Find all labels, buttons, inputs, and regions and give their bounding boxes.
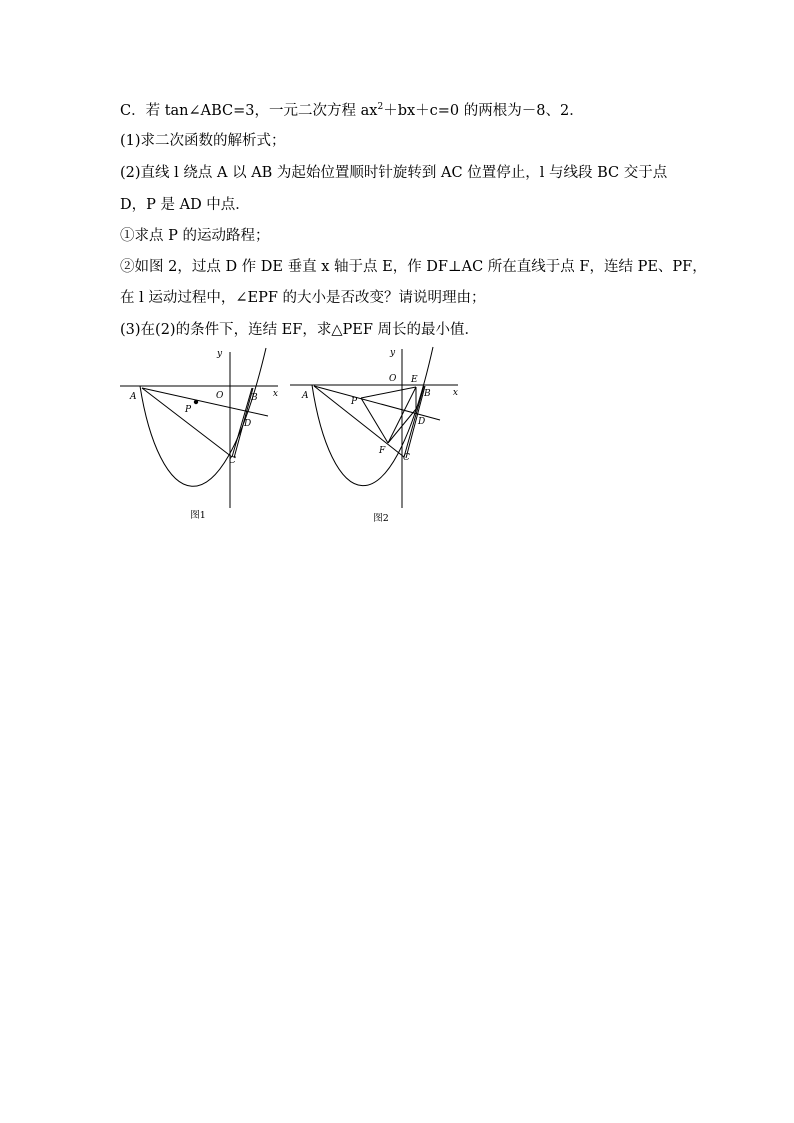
label-D: D	[418, 417, 426, 427]
question-2-part-2: ②如图 2，过点 D 作 DE 垂直 x 轴于点 E，作 DF⊥AC 所在直线于点 F，连结 PE、PF，	[120, 259, 707, 275]
label-x: x	[452, 388, 458, 398]
label-A: A	[130, 392, 137, 402]
line-l	[314, 386, 440, 420]
problem-condition-line	[120, 101, 584, 121]
question-1: (1)求二次函数的解析式；	[120, 133, 286, 149]
figure-2-diagram	[288, 343, 462, 525]
question-2-intro-cont: D，P 是 AD 中点．	[120, 197, 250, 213]
question-3: (3)在(2)的条件下，连结 EF，求△PEF 周长的最小值．	[120, 322, 479, 338]
question-2-part-2-cont: 在 l 运动过程中，∠EPF 的大小是否改变？请说明理由；	[120, 290, 486, 306]
label-D: D	[244, 419, 252, 429]
figure-1-caption: 图1	[190, 510, 206, 521]
label-P: P	[185, 405, 192, 415]
condition-text-end: ＋bx＋c=0 的两根为－8、2．	[383, 103, 584, 119]
label-A: A	[302, 391, 309, 401]
label-y: y	[390, 348, 396, 358]
label-E: E	[411, 375, 418, 385]
question-2-intro: (2)直线 l 绕点 A 以 AB 为起始位置顺时针旋转到 AC 位置停止，l 与线段 BC 交于点	[120, 165, 668, 181]
label-x: x	[272, 389, 278, 399]
exponent-2: 2	[377, 102, 384, 113]
point-P-dot	[194, 400, 198, 404]
label-B: B	[251, 393, 258, 403]
segment-PE	[361, 387, 416, 398]
label-O: O	[216, 391, 224, 401]
label-y: y	[217, 349, 223, 359]
label-C: C	[229, 456, 236, 466]
question-2-part-1: ①求点 P 的运动路程；	[120, 228, 270, 244]
label-O: O	[389, 374, 397, 384]
figure-1-diagram	[118, 346, 278, 526]
label-B: B	[424, 389, 431, 399]
label-P: P	[351, 397, 358, 407]
figure-2-caption: 图2	[373, 513, 389, 524]
label-C: C	[403, 453, 410, 463]
condition-text-start: C．若 tan∠ABC=3，一元二次方程 ax	[120, 103, 378, 119]
label-F: F	[379, 446, 386, 456]
parabola-curve	[140, 348, 266, 486]
